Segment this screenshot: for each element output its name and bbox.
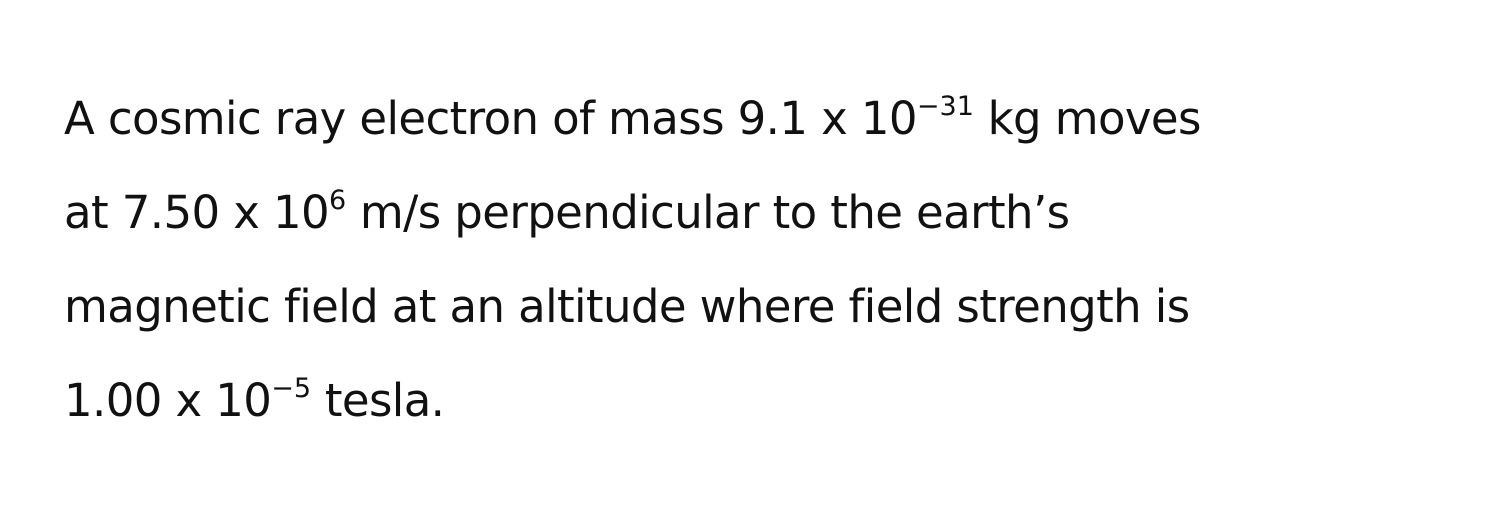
problem-text [64,72,1464,448]
line-4-text-b: tesla. [311,374,445,427]
line-4-text-a: 1.00 x 10 [64,374,272,427]
velocity-exponent: 6 [329,185,347,216]
problem-line-3 [64,260,1464,354]
line-1-text-a: A cosmic ray electron of mass 9.1 x 10 [64,92,917,145]
field-exponent: −5 [271,373,312,404]
line-2-text-b: m/s perpendicular to the earth’s [346,186,1070,239]
line-3-text: magnetic field at an altitude where field strength is [64,280,1190,333]
line-2-text-a: at 7.50 x 10 [64,186,330,239]
problem-line-4 [64,354,1464,448]
line-1-text-b: kg moves [973,92,1201,145]
problem-line-1 [64,72,1464,166]
problem-line-2 [64,166,1464,260]
mass-exponent: −31 [916,91,974,122]
